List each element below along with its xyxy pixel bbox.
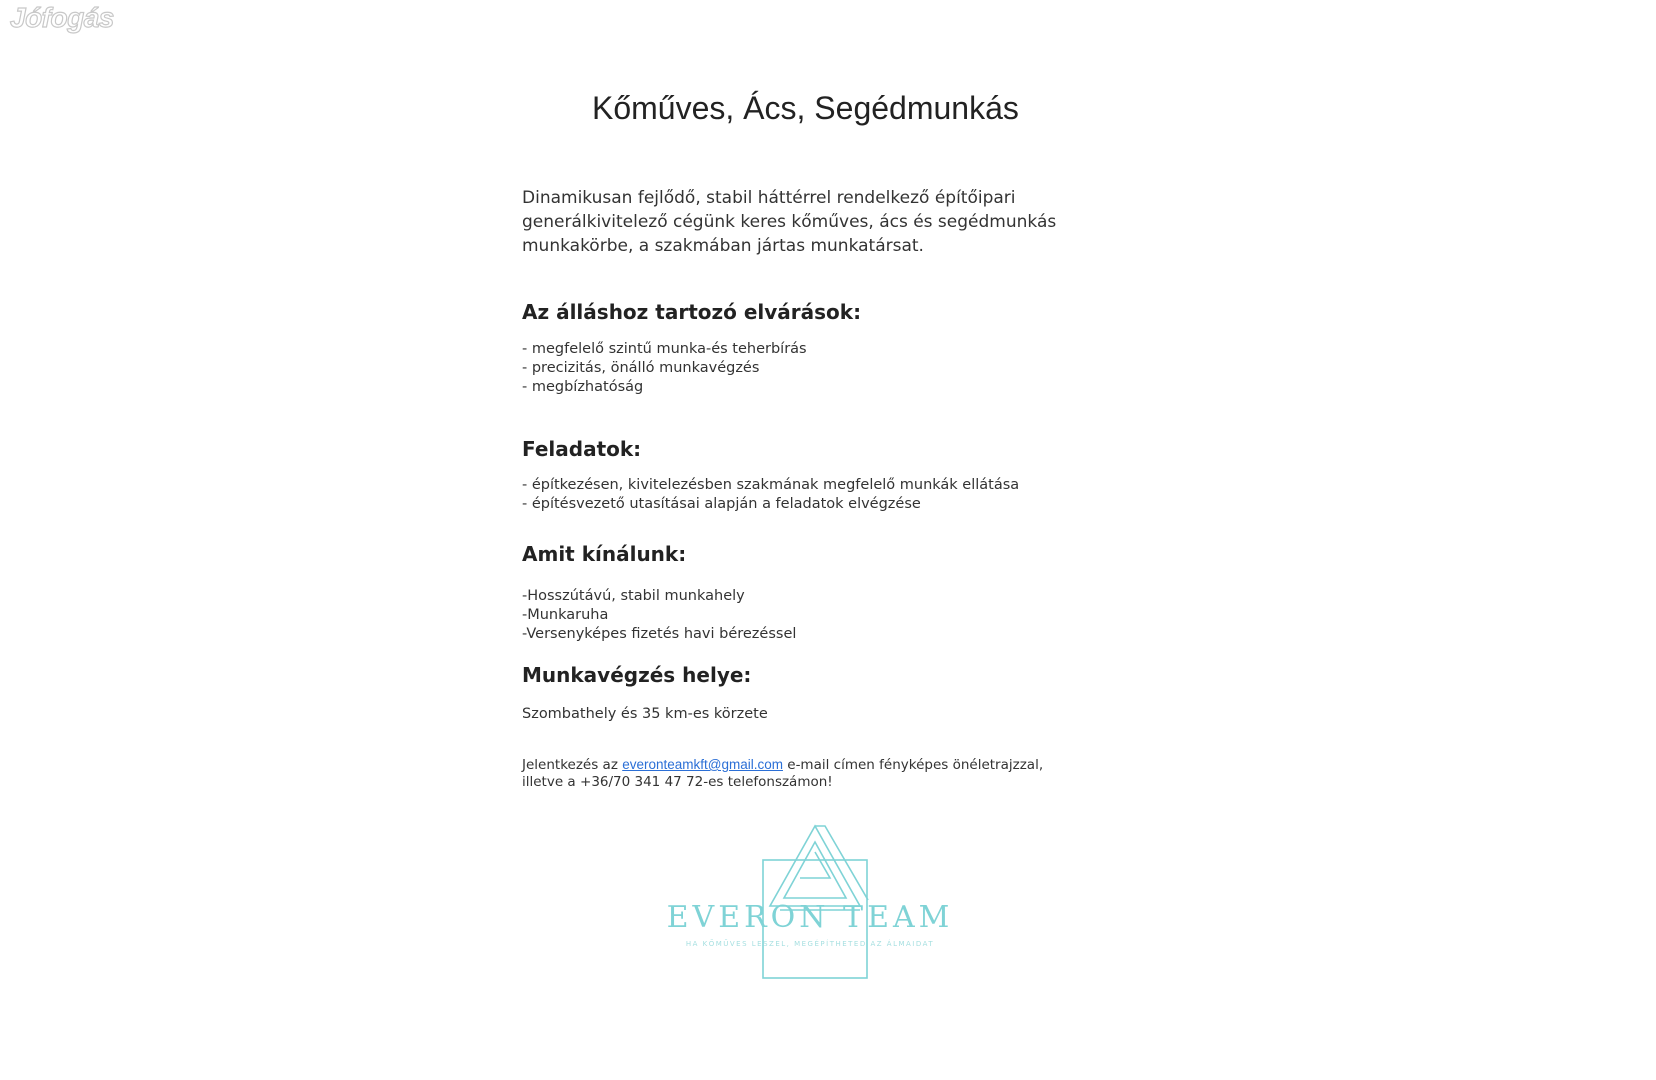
list-item: - megfelelő szintű munka-és teherbírás (522, 341, 807, 357)
list-item: - precizitás, önálló munkavégzés (522, 360, 760, 376)
email-link[interactable]: everonteamkft@gmail.com (622, 757, 783, 772)
tasks-list (522, 476, 1019, 514)
page-title: Kőműves, Ács, Segédmunkás (592, 90, 1019, 126)
logo-tagline: HA KŐMŰVES LESZEL, MEGÉPÍTHETED AZ ÁLMAIDAT (685, 940, 935, 948)
tasks-heading: Feladatok: (522, 437, 642, 461)
offer-heading: Amit kínálunk: (522, 542, 687, 566)
list-item: - megbízhatóság (522, 379, 644, 395)
everon-team-logo (660, 820, 960, 980)
list-item: -Versenyképes fizetés havi bérezéssel (522, 626, 797, 642)
location-text: Szombathely és 35 km-es körzete (522, 706, 768, 722)
list-item: -Hosszútávú, stabil munkahely (522, 588, 745, 604)
requirements-list (522, 340, 807, 397)
jofogas-watermark: Jófogás (10, 2, 114, 33)
intro-paragraph: Dinamikusan fejlődő, stabil háttérrel rendelkező építőipari generálkivitelező cégünk keres kőműves, ács és segédmunkás munkakörbe, a szakmában jártas munkatársat. (522, 188, 1057, 256)
list-item: -Munkaruha (522, 607, 609, 623)
contact-before: Jelentkezés az (522, 757, 623, 773)
offer-list (522, 587, 796, 644)
contact-text (522, 756, 1122, 791)
location-heading: Munkavégzés helye: (522, 663, 752, 687)
contact-phone-line: illetve a +36/70 341 47 72-es telefonszámon! (522, 774, 833, 790)
list-item: - építésvezető utasításai alapján a feladatok elvégzése (522, 496, 921, 512)
requirements-heading: Az álláshoz tartozó elvárások: (522, 300, 862, 324)
logo-name: EVERON TEAM (666, 900, 954, 935)
list-item: - építkezésen, kivitelezésben szakmának megfelelő munkák ellátása (522, 477, 1020, 493)
contact-after: e-mail címen fényképes önéletrajzzal, (782, 757, 1044, 773)
